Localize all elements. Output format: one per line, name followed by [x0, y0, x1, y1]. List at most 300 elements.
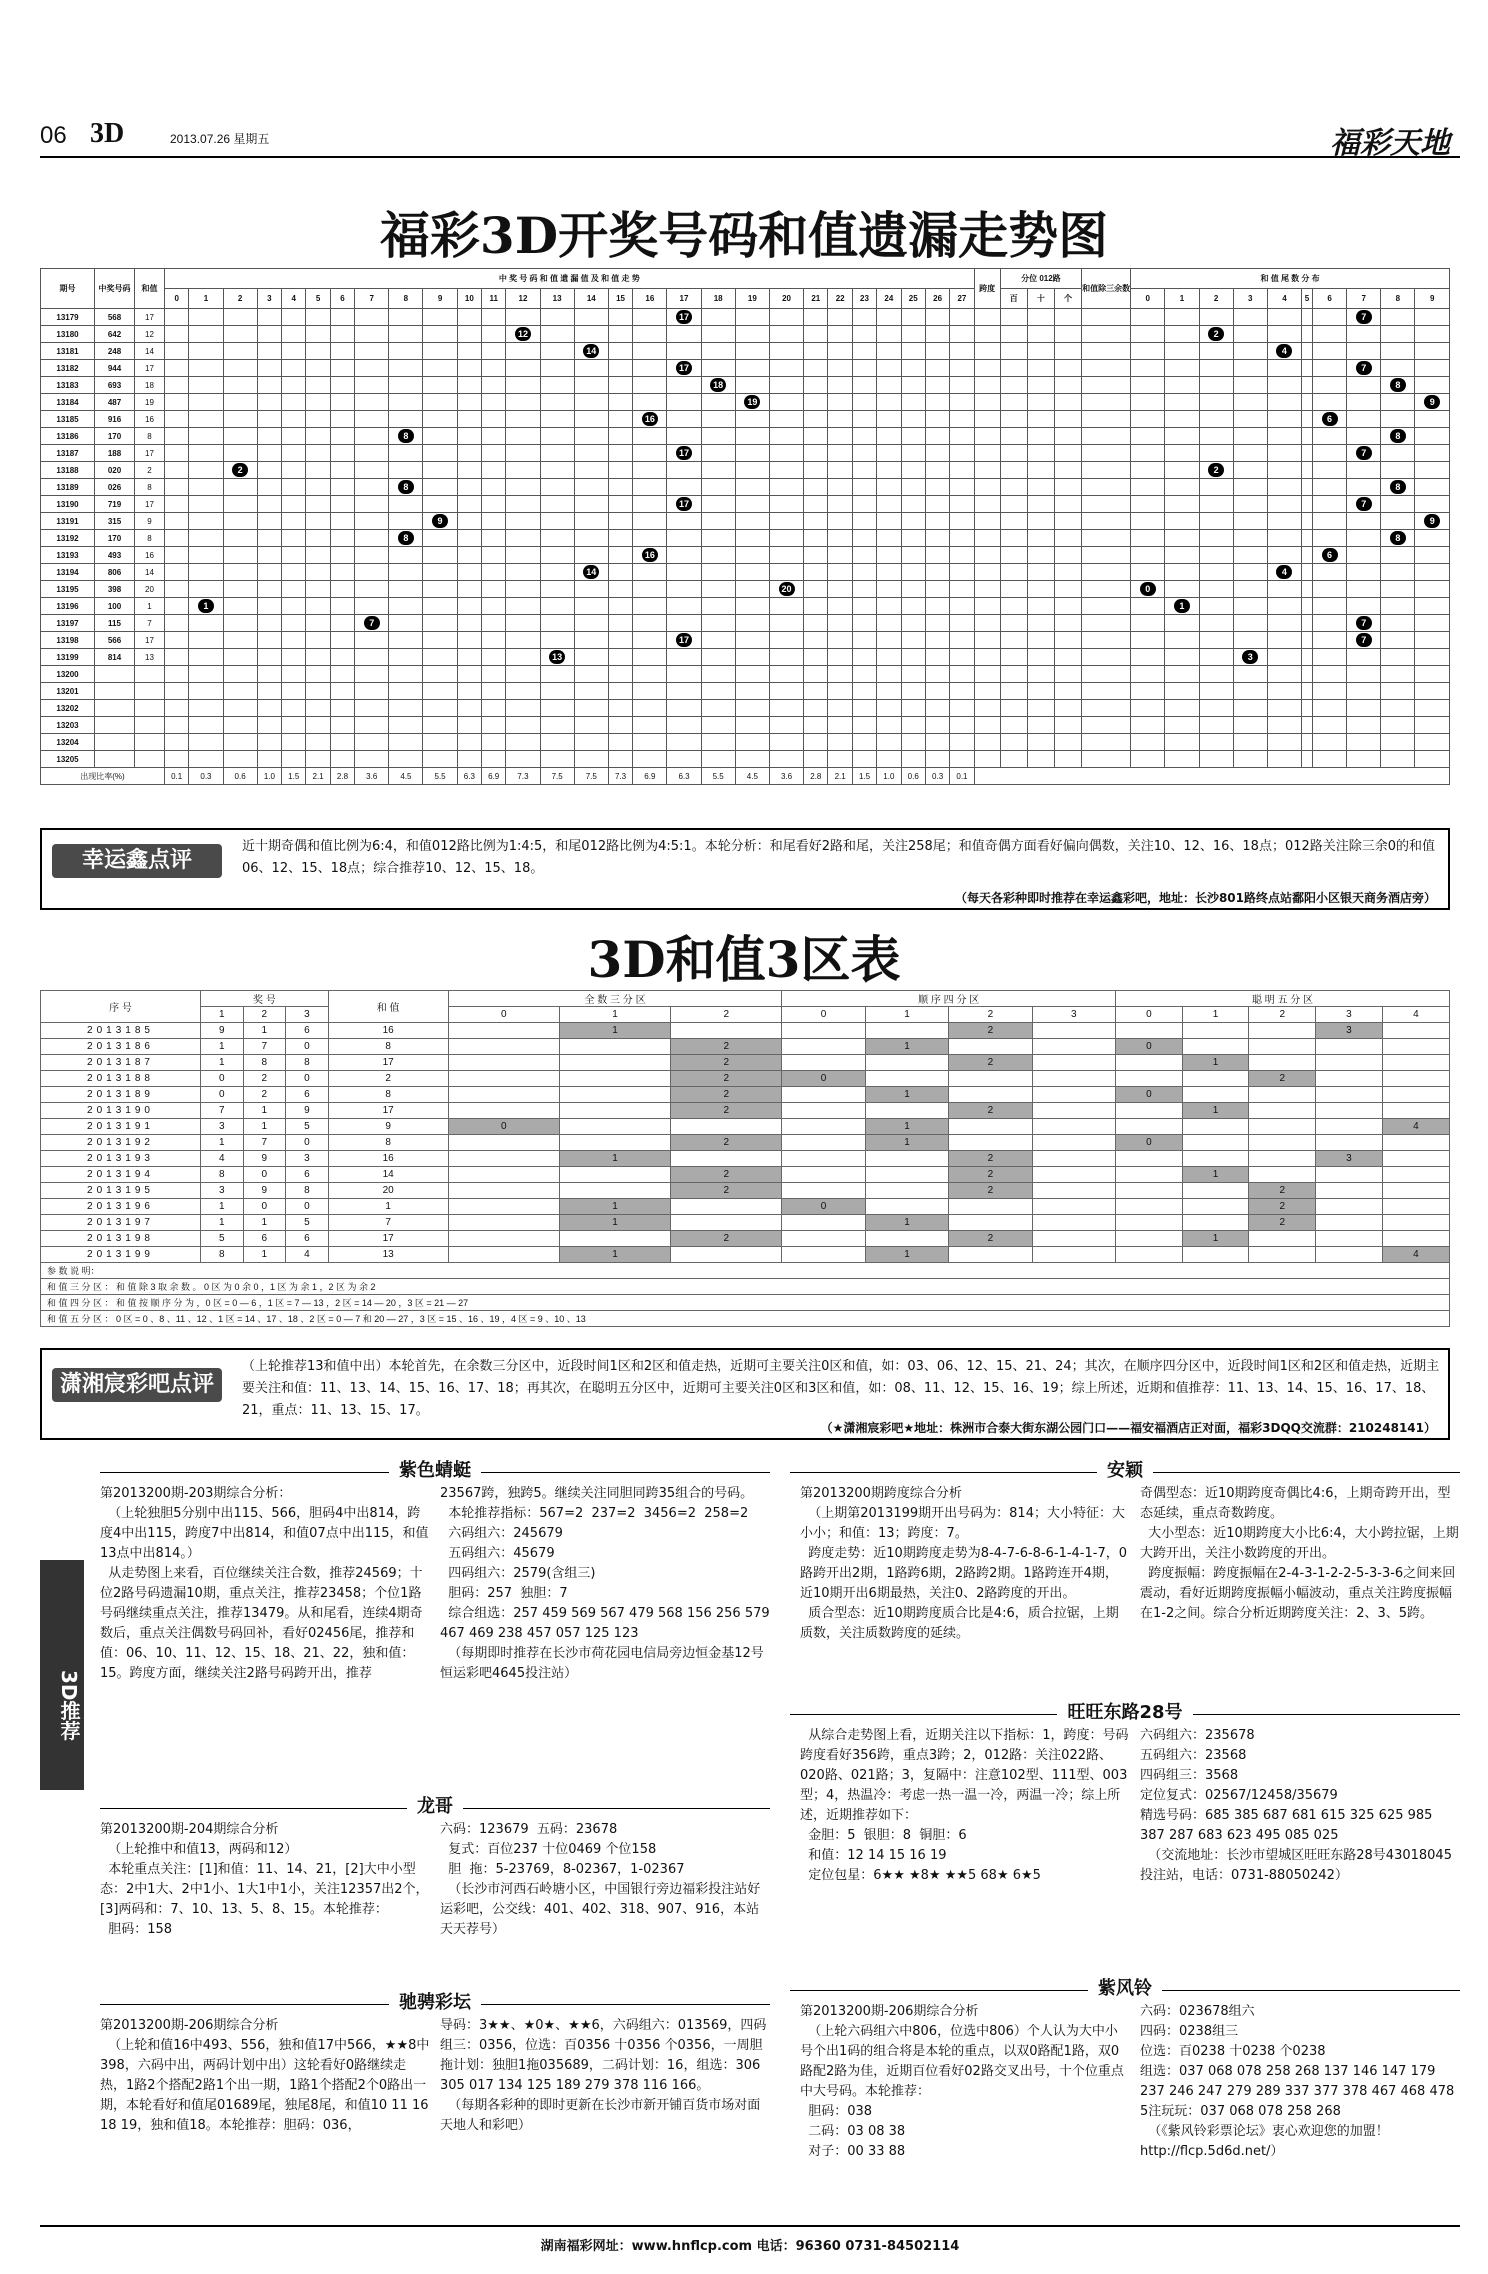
sum-cell-empty: [482, 598, 506, 615]
zone-note: 和 值 五 分 区 ： 0 区 = 0 、8 、11 、12 、1 区 = 14 、17 、18 、2 区 = 0 — 7 和 20 — 27 ，3 区 = 15 、16 、19 ，4 区 = 9 、10 、13: [41, 1311, 1450, 1327]
sum-cell-empty: [355, 360, 389, 377]
sum-cell-empty: [901, 530, 925, 547]
sum-cell-empty: [389, 700, 423, 717]
z3-cell: [671, 1151, 782, 1167]
tail-cell-empty: [1267, 445, 1301, 462]
sum-cell-empty: [165, 683, 189, 700]
sum-cell-empty: [282, 547, 306, 564]
z4-cell: [782, 1247, 865, 1263]
sum-cell-empty: [735, 751, 769, 768]
sum-cell-empty: [608, 683, 632, 700]
zone-period-cell: 2013199: [41, 1247, 201, 1263]
period-cell: 13202: [41, 700, 95, 717]
z3-hit: 1: [559, 1247, 670, 1263]
z3-cell: [671, 1199, 782, 1215]
hit-marker: 7: [364, 616, 380, 630]
zone-period-cell: 2013197: [41, 1215, 201, 1231]
tail-cell-empty: [1165, 411, 1199, 428]
div3-cell: [1082, 751, 1131, 768]
z4-cell: [865, 1023, 948, 1039]
tail-cell-empty: [1267, 717, 1301, 734]
z5-hit: 2: [1249, 1183, 1316, 1199]
sum-cell-empty: [804, 360, 828, 377]
sum-hit-cell: [389, 530, 423, 547]
sum-cell-empty: [701, 751, 735, 768]
sum-column-header: 11: [482, 289, 506, 309]
z5-cell: [1182, 1119, 1249, 1135]
trend-row: [41, 462, 1450, 479]
sum-cell-empty: [828, 598, 852, 615]
page-header: [40, 118, 1460, 161]
sum-cell-empty: [667, 547, 701, 564]
sum-cell-empty: [950, 547, 974, 564]
sum-cell-empty: [257, 377, 281, 394]
period-cell: 13186: [41, 428, 95, 445]
sum-cell-empty: [506, 360, 540, 377]
sum-cell-empty: [282, 360, 306, 377]
ratio-cell: 7.3: [608, 768, 632, 785]
trend-row: [41, 530, 1450, 547]
tail-cell-empty: [1381, 666, 1415, 683]
route-cell: [1054, 666, 1081, 683]
trend-row: [41, 700, 1450, 717]
sum-cell-empty: [457, 343, 481, 360]
tail-cell-empty: [1312, 564, 1346, 581]
period-cell: 13185: [41, 411, 95, 428]
tail-cell-empty: [1233, 683, 1267, 700]
route-cell: [1054, 343, 1081, 360]
zone-header-z4: 顺 序 四 分 区: [782, 991, 1116, 1007]
sum-cell-empty: [769, 513, 803, 530]
tail-cell-empty: [1302, 734, 1313, 751]
z4-cell: [865, 1055, 948, 1071]
header-trend: 中 奖 号 码 和 值 遗 漏 值 及 和 值 走 势: [165, 269, 975, 289]
route-cell: [1000, 326, 1027, 343]
sum-cell-empty: [257, 683, 281, 700]
span-cell: [974, 598, 1000, 615]
sum-cell-empty: [540, 309, 574, 326]
tail-cell-empty: [1415, 411, 1450, 428]
route-cell: [1054, 547, 1081, 564]
tail-cell-empty: [1233, 581, 1267, 598]
sum-cell-empty: [852, 581, 876, 598]
z4-hit: 2: [949, 1055, 1032, 1071]
route-cell: [1054, 377, 1081, 394]
sum-cell-empty: [165, 343, 189, 360]
span-cell: [974, 496, 1000, 513]
sum-cell-empty: [282, 649, 306, 666]
trend-row: [41, 547, 1450, 564]
trend-row: [41, 411, 1450, 428]
tail-cell-empty: [1302, 360, 1313, 377]
sum-cell-empty: [330, 496, 354, 513]
sum-cell-empty: [423, 649, 457, 666]
hit-marker: 4: [1276, 565, 1292, 579]
trend-row: [41, 581, 1450, 598]
span-cell: [974, 717, 1000, 734]
sum-cell-empty: [852, 530, 876, 547]
tail-cell-empty: [1233, 428, 1267, 445]
prize-digit-cell: 0: [286, 1199, 329, 1215]
sum-cell-empty: [735, 615, 769, 632]
sum-cell-empty: [701, 632, 735, 649]
sum-cell-empty: [852, 496, 876, 513]
tail-cell-empty: [1267, 309, 1301, 326]
route-cell: [1000, 581, 1027, 598]
sum-cell-empty: [667, 479, 701, 496]
z4-cell: [1032, 1167, 1115, 1183]
tail-cell-empty: [1347, 581, 1381, 598]
sum-cell-empty: [828, 615, 852, 632]
sum-cell-empty: [608, 462, 632, 479]
sum-cell-empty: [306, 666, 330, 683]
sum-cell-empty: [925, 394, 949, 411]
z5-hit: 1: [1182, 1167, 1249, 1183]
hit-marker: 7: [1356, 616, 1372, 630]
route-cell: [1000, 513, 1027, 530]
hit-marker: 7: [1356, 361, 1372, 375]
route-cell: [1000, 734, 1027, 751]
sum-cell-empty: [950, 666, 974, 683]
z3-cell: [559, 1087, 670, 1103]
route-cell: [1000, 309, 1027, 326]
sum-cell-empty: [769, 462, 803, 479]
sum-cell-empty: [355, 394, 389, 411]
sum-cell-empty: [950, 581, 974, 598]
sum-cell-empty: [306, 700, 330, 717]
prize-digit-cell: 8: [201, 1247, 244, 1263]
sum-cell-empty: [877, 717, 901, 734]
sum-cell-empty: [482, 462, 506, 479]
sum-cell-empty: [828, 445, 852, 462]
sum-cell-empty: [925, 751, 949, 768]
number-cell: [95, 751, 135, 768]
sum-cell-empty: [925, 360, 949, 377]
sum-cell-empty: [667, 428, 701, 445]
tail-cell-empty: [1415, 428, 1450, 445]
sum-cell-empty: [769, 649, 803, 666]
tail-cell-empty: [1233, 377, 1267, 394]
tail-cell-empty: [1347, 751, 1381, 768]
sum-cell-empty: [330, 649, 354, 666]
zone-note: 和 值 三 分 区 ： 和 值 除 3 取 余 数 。 0 区 为 0 余 0 ，1 区 为 余 1 ，2 区 为 余 2: [41, 1279, 1450, 1295]
sum-cell-empty: [306, 462, 330, 479]
sum-cell-empty: [355, 496, 389, 513]
tail-cell-empty: [1165, 462, 1199, 479]
route-cell: [1000, 343, 1027, 360]
span-cell: [974, 615, 1000, 632]
sum-cell-empty: [355, 343, 389, 360]
tail-cell-empty: [1415, 751, 1450, 768]
z3-cell: [559, 1119, 670, 1135]
z3-hit: 1: [559, 1199, 670, 1215]
author-name: 紫色蜻蜓: [389, 1460, 481, 1481]
prize-digit-cell: 0: [201, 1087, 244, 1103]
tail-cell-empty: [1302, 326, 1313, 343]
sum-cell-empty: [701, 343, 735, 360]
sum-cell-empty: [482, 360, 506, 377]
sum-cell-empty: [389, 564, 423, 581]
sum-cell-empty: [282, 394, 306, 411]
route-cell: [1000, 632, 1027, 649]
sum-hit-cell: [701, 377, 735, 394]
sum-cell-empty: [608, 394, 632, 411]
sum-cell-empty: [828, 496, 852, 513]
sum-cell-empty: [306, 496, 330, 513]
prize-digit-cell: 3: [201, 1183, 244, 1199]
sum-cell-empty: [165, 632, 189, 649]
sum-cell-empty: [925, 649, 949, 666]
sum-hit-cell: [389, 428, 423, 445]
sum-cell-empty: [282, 309, 306, 326]
sum-cell-empty: [189, 394, 223, 411]
sum-cell-empty: [223, 666, 257, 683]
sum-cell-empty: [540, 496, 574, 513]
sum-cell-empty: [804, 717, 828, 734]
sum-cell-empty: [701, 360, 735, 377]
ratio-cell: 6.9: [482, 768, 506, 785]
sum-cell-empty: [282, 530, 306, 547]
sum-column-header: 6: [330, 289, 354, 309]
sum-cell-empty: [223, 343, 257, 360]
tail-cell-empty: [1312, 632, 1346, 649]
xiaoxiang-comment-footer: （★潇湘宸彩吧★地址：株洲市合泰大街东湖公园门口——福安福酒店正对面，福彩3DQQ交流群：210248141）: [820, 1421, 1436, 1435]
trend-row: [41, 632, 1450, 649]
sum-cell-empty: [423, 632, 457, 649]
sum-cell-empty: [506, 496, 540, 513]
zone-row: [41, 1247, 1450, 1263]
sum-cell-empty: [482, 530, 506, 547]
tail-cell-empty: [1415, 683, 1450, 700]
article-text: 六码：123679 五码：23678 复式：百位237 十位0469 个位158 胆 拖：5-23769，8-02367，1-02367 （长沙市河西石岭塘小区，中国银行旁边福彩投注站好运彩吧，公交线：401、402、318、907、916，本站天天荐号）: [440, 1822, 761, 1937]
tail-hit-cell: [1415, 513, 1450, 530]
sum-cell-empty: [506, 751, 540, 768]
route-cell: [1000, 394, 1027, 411]
tail-cell-empty: [1267, 598, 1301, 615]
sum-cell-empty: [457, 462, 481, 479]
sum-cell-empty: [877, 479, 901, 496]
z3-cell: [671, 1119, 782, 1135]
z5-cell: [1182, 1215, 1249, 1231]
route-cell: [1000, 445, 1027, 462]
z5-cell: [1382, 1199, 1449, 1215]
hit-marker: 14: [583, 565, 599, 579]
route-cell: [1027, 615, 1054, 632]
sum-cell-empty: [257, 700, 281, 717]
sum-cell: 9: [135, 513, 165, 530]
zone-row: [41, 1039, 1450, 1055]
tail-cell-empty: [1165, 513, 1199, 530]
sum-cell-empty: [189, 377, 223, 394]
sum-cell-empty: [506, 343, 540, 360]
sum-cell-empty: [189, 615, 223, 632]
route-cell: [1054, 326, 1081, 343]
sum-cell-empty: [828, 394, 852, 411]
tail-cell-empty: [1312, 751, 1346, 768]
sum-cell-empty: [633, 513, 667, 530]
sum-cell-empty: [769, 666, 803, 683]
sum-cell-empty: [482, 666, 506, 683]
sum-cell-empty: [877, 445, 901, 462]
sum-cell-empty: [925, 343, 949, 360]
sum-cell-empty: [667, 717, 701, 734]
sum-cell-empty: [165, 615, 189, 632]
route-cell: [1054, 564, 1081, 581]
sum-cell-empty: [950, 734, 974, 751]
sum-cell-empty: [257, 547, 281, 564]
sum-cell-empty: [330, 700, 354, 717]
sum-cell: [135, 751, 165, 768]
zone-sum-cell: 13: [328, 1247, 448, 1263]
sum-cell: 7: [135, 615, 165, 632]
z4-cell: [1032, 1199, 1115, 1215]
tail-column-header: 5: [1302, 289, 1313, 309]
sum-cell-empty: [633, 734, 667, 751]
z5-cell: [1316, 1055, 1383, 1071]
sum-cell-empty: [257, 734, 281, 751]
zone-note-row: [41, 1295, 1450, 1311]
sum-cell-empty: [540, 428, 574, 445]
sum-cell-empty: [457, 428, 481, 445]
tail-cell-empty: [1302, 632, 1313, 649]
sum-cell-empty: [608, 530, 632, 547]
hit-marker: 9: [1424, 514, 1440, 528]
sum-cell-empty: [667, 700, 701, 717]
tail-cell-empty: [1165, 496, 1199, 513]
tail-cell-empty: [1267, 513, 1301, 530]
z3-cell: [559, 1055, 670, 1071]
sum-cell-empty: [306, 683, 330, 700]
hit-marker: 7: [1356, 633, 1372, 647]
sum-cell-empty: [389, 683, 423, 700]
tail-cell-empty: [1267, 649, 1301, 666]
sum-cell-empty: [828, 564, 852, 581]
sum-cell-empty: [189, 547, 223, 564]
sum-cell-empty: [482, 309, 506, 326]
sum-cell-empty: [701, 581, 735, 598]
prize-digit-cell: 2: [243, 1087, 286, 1103]
sum-cell-empty: [667, 751, 701, 768]
sum-cell-empty: [633, 377, 667, 394]
z4-hit: 2: [949, 1151, 1032, 1167]
sum-cell-empty: [282, 666, 306, 683]
tail-cell-empty: [1165, 445, 1199, 462]
tail-cell-empty: [1415, 649, 1450, 666]
route-cell: [1000, 751, 1027, 768]
sum-cell-empty: [423, 564, 457, 581]
sum-column-header: 21: [804, 289, 828, 309]
tail-cell-empty: [1267, 462, 1301, 479]
sum-cell-empty: [667, 581, 701, 598]
sum-cell-empty: [901, 717, 925, 734]
sum-cell-empty: [355, 309, 389, 326]
sum-cell-empty: [950, 360, 974, 377]
tail-cell-empty: [1415, 309, 1450, 326]
prize-digit-cell: 1: [201, 1135, 244, 1151]
sum-cell-empty: [540, 479, 574, 496]
sum-cell-empty: [804, 683, 828, 700]
sum-column-header: 5: [306, 289, 330, 309]
z5-cell: [1249, 1167, 1316, 1183]
sum-cell: [135, 666, 165, 683]
sum-cell-empty: [950, 343, 974, 360]
sum-cell-empty: [804, 615, 828, 632]
sum-cell-empty: [901, 751, 925, 768]
z5-hit: 0: [1116, 1135, 1183, 1151]
number-cell: 693: [95, 377, 135, 394]
sum-cell-empty: [877, 326, 901, 343]
hit-marker: 8: [398, 429, 414, 443]
z4-cell: [949, 1039, 1032, 1055]
tail-cell-empty: [1165, 547, 1199, 564]
sum-cell-empty: [423, 717, 457, 734]
sum-column-header: 20: [769, 289, 803, 309]
tail-cell-empty: [1131, 717, 1165, 734]
tail-cell-empty: [1415, 615, 1450, 632]
sum-cell-empty: [189, 411, 223, 428]
tail-cell-empty: [1415, 343, 1450, 360]
sum-cell-empty: [804, 411, 828, 428]
sum-cell-empty: [901, 513, 925, 530]
tail-cell-empty: [1199, 394, 1233, 411]
tail-cell-empty: [1131, 666, 1165, 683]
sum-cell-empty: [667, 649, 701, 666]
z4-cell: [949, 1087, 1032, 1103]
period-cell: 13191: [41, 513, 95, 530]
sum-cell-empty: [306, 632, 330, 649]
sum-cell-empty: [423, 326, 457, 343]
span-cell: [974, 632, 1000, 649]
route-cell: [1000, 411, 1027, 428]
sum-cell-empty: [223, 360, 257, 377]
sum-cell-empty: [852, 734, 876, 751]
tail-cell-empty: [1302, 343, 1313, 360]
sum-cell-empty: [769, 734, 803, 751]
tail-cell-empty: [1199, 598, 1233, 615]
sum-hit-cell: [189, 598, 223, 615]
sum-cell-empty: [769, 598, 803, 615]
sum-cell-empty: [574, 717, 608, 734]
sum-cell-empty: [165, 377, 189, 394]
tail-column-header: 1: [1165, 289, 1199, 309]
sum-cell-empty: [828, 462, 852, 479]
hit-marker: 2: [232, 463, 248, 477]
sum-cell-empty: [852, 462, 876, 479]
tail-cell-empty: [1381, 462, 1415, 479]
tail-cell-empty: [1233, 734, 1267, 751]
tail-cell-empty: [1233, 717, 1267, 734]
zone-row: [41, 1119, 1450, 1135]
sum-cell-empty: [608, 360, 632, 377]
span-cell: [974, 513, 1000, 530]
sum-cell-empty: [633, 683, 667, 700]
sum-cell-empty: [608, 547, 632, 564]
tail-cell-empty: [1347, 462, 1381, 479]
sum-cell-empty: [165, 360, 189, 377]
zone-row: [41, 1215, 1450, 1231]
tail-cell-empty: [1302, 445, 1313, 462]
z5-cell: [1116, 1215, 1183, 1231]
z5-cell: [1382, 1215, 1449, 1231]
tail-cell-empty: [1415, 666, 1450, 683]
span-cell: [974, 734, 1000, 751]
sum-cell-empty: [423, 751, 457, 768]
sum-cell-empty: [506, 411, 540, 428]
sum-cell-empty: [901, 394, 925, 411]
sum-cell-empty: [608, 377, 632, 394]
route-cell: [1000, 496, 1027, 513]
z4-cell: [1032, 1071, 1115, 1087]
